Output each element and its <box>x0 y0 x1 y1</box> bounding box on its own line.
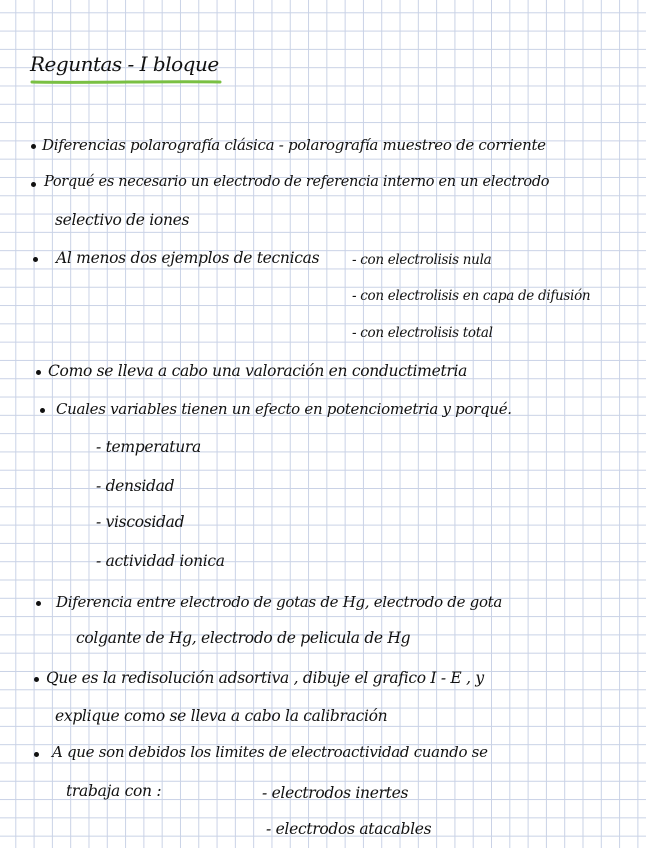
question-7-line-1: Que es la redisolución adsortiva , dibuje el grafico I - E , y <box>46 669 484 687</box>
bullet-1 <box>31 144 36 149</box>
bullet-7 <box>34 677 39 682</box>
question-3-subitem-1: - con electrolisis nula <box>352 252 492 268</box>
bullet-3 <box>33 257 38 262</box>
question-6-line-2: colgante de Hg, electrodo de pelicula de Hg <box>76 629 411 647</box>
question-6-line-1: Diferencia entre electrodo de gotas de Hg, electrodo de gota <box>56 593 503 611</box>
question-4: Como se lleva a cabo una valoración en conductimetria <box>48 362 468 380</box>
question-2-line-1: Porqué es necesario un electrodo de referencia interno en un electrodo <box>44 174 550 190</box>
question-3-subitem-3: - con electrolisis total <box>352 325 493 341</box>
question-3: Al menos dos ejemplos de tecnicas <box>56 249 320 267</box>
bullet-6 <box>36 601 41 606</box>
question-5-subitem-3: - viscosidad <box>96 513 185 531</box>
bullet-2 <box>31 182 36 187</box>
bullet-8 <box>34 752 39 757</box>
question-5: Cuales variables tienen un efecto en potenciometria y porqué. <box>56 400 512 418</box>
question-8-line-2: trabaja con : <box>66 782 162 800</box>
page-title: Reguntas - I bloque <box>30 52 219 76</box>
question-5-subitem-2: - densidad <box>96 477 175 495</box>
bullet-5 <box>40 408 45 413</box>
title-highlight-underline <box>30 80 222 84</box>
question-2-line-2: selectivo de iones <box>55 211 190 229</box>
question-8-subitem-1: - electrodos inertes <box>262 784 409 802</box>
bullet-4 <box>36 370 41 375</box>
question-8-subitem-2: - electrodos atacables <box>266 820 432 838</box>
question-5-subitem-4: - actividad ionica <box>96 552 225 570</box>
question-3-subitem-2: - con electrolisis en capa de difusión <box>352 288 591 304</box>
question-8-line-1: A que son debidos los limites de electroactividad cuando se <box>52 743 488 761</box>
question-7-line-2: explique como se lleva a cabo la calibración <box>55 707 388 725</box>
question-1: Diferencias polarografía clásica - polarografía muestreo de corriente <box>42 136 546 154</box>
question-5-subitem-1: - temperatura <box>96 438 201 456</box>
